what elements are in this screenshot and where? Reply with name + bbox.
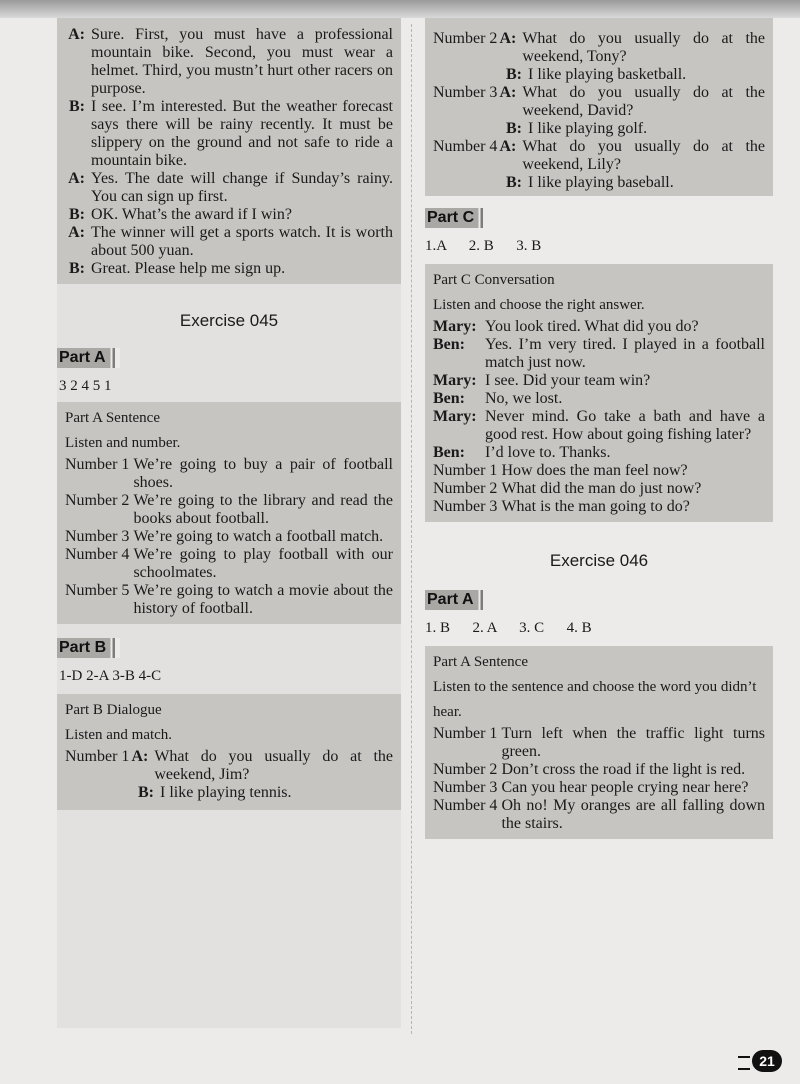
part-b-answers: 1-D 2-A 3-B 4-C	[59, 668, 162, 684]
page-number: 21	[752, 1050, 782, 1072]
list-item: Number 1 A: What do you usually do at the weekend, Jim?	[65, 748, 393, 783]
dialog-line: Mary: You look tired. What did you do?	[433, 318, 699, 335]
column-divider	[411, 24, 412, 1034]
dialog-line: Mary: I see. Did your team win?	[433, 372, 651, 389]
dialog-box-044	[57, 18, 401, 284]
part-c-answers: 1.A 2. B 3. B	[425, 238, 542, 254]
dialog-line: A: Sure. First, you must have a professional mountain bike. Second, you must wear a helmet. Third, you mustn’t hurt other racers on purpose.	[68, 26, 393, 97]
part-c-label: Part C	[425, 208, 488, 228]
dialog-line: Ben: No, we lost.	[433, 390, 563, 407]
list-item: Number 4 Oh no! My oranges are all falling down the stairs.	[433, 797, 765, 832]
part-a-answers: 3 2 4 5 1	[59, 378, 112, 394]
dialog-line: Ben: I’d love to. Thanks.	[433, 444, 611, 461]
dialog-line: B: Great. Please help me sign up.	[69, 260, 286, 277]
exercise-045-title: Exercise 045	[179, 311, 279, 330]
part-b-box: Part B Dialogue Listen and match. Number 1 A: What do you usually do at the weekend, Jim? B: I like playing tennis.	[57, 694, 401, 810]
part-a-box: Part A Sentence Listen and number. Number 1 We’re going to buy a pair of football shoes. Number 2 We’re going to the library and read the books about football. Number 3 We’re going to watch a football match. Number 4 We’re going to play football with our schoolmates. Number 5 We’re going to watch a movie about the history of football.	[57, 402, 401, 624]
list-item: Number 2 We’re going to the library and read the books about football.	[65, 492, 393, 527]
list-item: Number 1 We’re going to buy a pair of football shoes.	[65, 456, 393, 491]
list-item: Number 2 A: What do you usually do at the weekend, Tony?	[433, 30, 765, 65]
dialog-line: Ben: Yes. I’m very tired. I played in a football match just now.	[433, 336, 765, 371]
part-b-label: Part B	[57, 638, 120, 658]
part-c-box: Part C Conversation Listen and choose the right answer. Mary: You look tired. What did you do? Ben: Yes. I’m very tired. I played in a football match just now. Mary: I see. Did your team win? Ben: No, we lost. Mary: Never mind. Go take a bath and have a good rest. How about going fishing later? Ben: I’d love to. Thanks. Number 1 How does the man feel now? Number 2 What did the man do just now? Number 3 What is the man going to do?	[425, 264, 773, 522]
list-item: Number 4 A: What do you usually do at the weekend, Lily?	[433, 138, 765, 173]
list-item: Number 5 We’re going to watch a movie about the history of football.	[65, 582, 393, 617]
list-item: Number 3 What is the man going to do?	[433, 498, 690, 515]
list-item: Number 3 A: What do you usually do at the weekend, David?	[433, 84, 765, 119]
part-a-046-box: Part A Sentence Listen to the sentence and choose the word you didn’t hear. Number 1 Turn left when the traffic light turns green. Number 2 Don’t cross the road if the light is red. Number 3 Can you hear people crying near here? Number 4 Oh no! My oranges are all falling down the stairs.	[425, 646, 773, 839]
dialog-line: B: OK. What’s the award if I win?	[69, 206, 292, 223]
part-a-046-label: Part A	[425, 590, 488, 610]
list-item: Number 3 Can you hear people crying near here?	[433, 779, 749, 796]
list-item: Number 1 How does the man feel now?	[433, 462, 688, 479]
list-item: Number 1 Turn left when the traffic light turns green.	[433, 725, 765, 760]
left-column	[57, 18, 401, 1028]
list-item: Number 3 We’re going to watch a football match.	[65, 528, 384, 545]
part-a-046-answers: 1. B 2. A 3. C 4. B	[425, 620, 592, 636]
exercise-046-title: Exercise 046	[549, 551, 649, 570]
dialog-line: B: I see. I’m interested. But the weather forecast says there will be rainy recently. It must be slippery on the ground and not safe to ride a mountain bike.	[69, 98, 393, 169]
part-b-continued-box	[425, 18, 773, 196]
part-a-label: Part A	[57, 348, 120, 368]
list-item: B: I like playing basketball.	[506, 66, 687, 83]
list-item: Number 2 What did the man do just now?	[433, 480, 702, 497]
right-column	[425, 18, 773, 1028]
list-item: B: I like playing golf.	[506, 120, 648, 137]
dialog-line: Mary: Never mind. Go take a bath and have a good rest. How about going fishing later?	[433, 408, 765, 443]
list-item: B: I like playing tennis.	[138, 784, 292, 801]
list-item: Number 4 We’re going to play football with our schoolmates.	[65, 546, 393, 581]
list-item: Number 2 Don’t cross the road if the light is red.	[433, 761, 746, 778]
dialog-line: A: The winner will get a sports watch. It is worth about 500 yuan.	[68, 224, 393, 259]
top-edge	[0, 0, 800, 18]
list-item: B: I like playing baseball.	[506, 174, 674, 191]
dialog-line: A: Yes. The date will change if Sunday’s rainy. You can sign up first.	[68, 170, 393, 205]
